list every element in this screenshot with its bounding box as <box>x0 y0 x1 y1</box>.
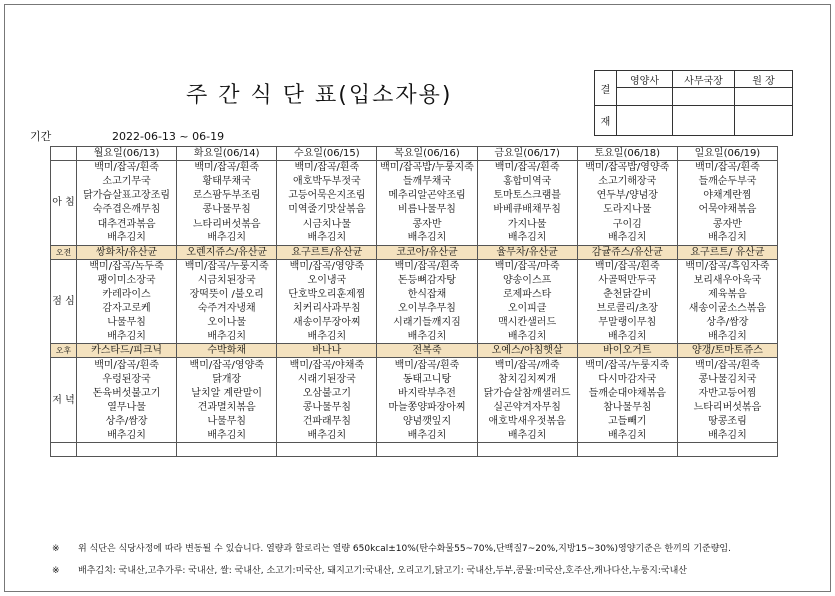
lunch-item-mon: 백미/잡곡/녹두죽 <box>77 259 177 273</box>
breakfast-item-mon: 백미/잡곡/흰죽 <box>77 161 177 175</box>
lunch-item-wed: 오이냉국 <box>277 273 377 287</box>
dinner-item-wed: 시래기된장국 <box>277 372 377 386</box>
lunch-row <box>51 273 778 287</box>
breakfast-row <box>51 189 778 203</box>
dinner-item-wed: 백미/잡곡/야채죽 <box>277 358 377 372</box>
breakfast-item-tue: 황태무채국 <box>177 175 277 189</box>
breakfast-item-sat: 소고기해장국 <box>577 175 677 189</box>
lunch-item-mon: 감자고로케 <box>77 302 177 316</box>
lunch-item-fri: 양송이스프 <box>477 273 577 287</box>
dinner-item-sat: 들깨순대야채볶음 <box>577 386 677 400</box>
lunch-item-fri: 백미/잡곡/마죽 <box>477 259 577 273</box>
lunch-item-wed: 배추김치 <box>277 330 377 344</box>
dinner-item-sat: 고들빼기 <box>577 414 677 428</box>
approval-gyeol-label: 결 <box>595 71 617 106</box>
dinner-item-sun: 백미/잡곡/흰죽 <box>677 358 777 372</box>
morning_snack-item-sun: 요구르트/ 유산균 <box>677 245 777 259</box>
empty-cell <box>477 442 577 456</box>
note-mark-1: ※ <box>52 544 60 554</box>
breakfast-item-sat: 도라지나물 <box>577 203 677 217</box>
afternoon_snack-item-sat: 바이오거트 <box>577 344 677 358</box>
lunch-row <box>51 330 778 344</box>
morning_snack-item-sat: 감귤쥬스/유산균 <box>577 245 677 259</box>
dinner-item-sun: 배추김치 <box>677 428 777 442</box>
approval-sign-2-director <box>735 106 793 136</box>
day-header-sun: 일요일(06/19) <box>677 147 777 161</box>
empty-cell <box>377 442 477 456</box>
breakfast-item-mon: 소고기무국 <box>77 175 177 189</box>
lunch-item-sat: 배추김치 <box>577 330 677 344</box>
note-mark-2: ※ <box>52 566 60 576</box>
dinner-row <box>51 358 778 372</box>
breakfast-item-fri: 백미/잡곡/흰죽 <box>477 161 577 175</box>
afternoon_snack-item-sun: 양갱/토마토쥬스 <box>677 344 777 358</box>
dinner-item-sun: 자반고등어찜 <box>677 386 777 400</box>
lunch-item-tue: 배추김치 <box>177 330 277 344</box>
breakfast-item-sat: 구이김 <box>577 217 677 231</box>
breakfast-item-wed: 배추김치 <box>277 231 377 245</box>
lunch-item-thu: 한식잡채 <box>377 287 477 301</box>
breakfast-item-wed: 시금치나물 <box>277 217 377 231</box>
morning_snack-label: 오전 <box>51 245 77 259</box>
breakfast-item-thu: 백미/잡곡밥/누룽지죽 <box>377 161 477 175</box>
approval-header-director: 원 장 <box>735 71 793 88</box>
dinner-item-thu: 배추김치 <box>377 428 477 442</box>
dinner-item-fri: 배추김치 <box>477 428 577 442</box>
lunch-item-sun: 새송이굴소스볶음 <box>677 302 777 316</box>
lunch-row <box>51 287 778 301</box>
breakfast-row <box>51 161 778 175</box>
lunch-label: 점 심 <box>51 259 77 344</box>
lunch-item-thu: 돈등뼈감자탕 <box>377 273 477 287</box>
breakfast-item-sun: 배추김치 <box>677 231 777 245</box>
dinner-item-sat: 배추김치 <box>577 428 677 442</box>
lunch-item-wed: 백미/잡곡/영양죽 <box>277 259 377 273</box>
approval-sign-manager <box>673 88 735 106</box>
approval-jae-label: 재 <box>595 106 617 136</box>
approval-sign-2-dietitian <box>617 106 673 136</box>
approval-sign-director <box>735 88 793 106</box>
dinner-item-sun: 땅콩조림 <box>677 414 777 428</box>
breakfast-item-fri: 홍합미역국 <box>477 175 577 189</box>
dinner-item-fri: 애호박새우젓볶음 <box>477 414 577 428</box>
dinner-row <box>51 386 778 400</box>
note-text-2: 배추김치: 국내산,고추가루: 국내산, 쌀: 국내산, 소고기:미국산, 돼지고기:국내산, 오리고기,닭고기: 국내산,두부,콩물:미국산,호주산,캐나다산,누룽지:국내산 <box>78 566 687 576</box>
breakfast-item-thu: 들깨무채국 <box>377 175 477 189</box>
day-header-thu: 목요일(06/16) <box>377 147 477 161</box>
approval-box <box>594 70 793 136</box>
breakfast-item-mon: 닭가슴살표고장조림 <box>77 189 177 203</box>
dinner-item-tue: 백미/잡곡/영양죽 <box>177 358 277 372</box>
breakfast-row <box>51 203 778 217</box>
period <box>30 128 224 144</box>
afternoon_snack-row <box>51 344 778 358</box>
breakfast-item-tue: 배추김치 <box>177 231 277 245</box>
breakfast-item-sat: 연두부/양념장 <box>577 189 677 203</box>
breakfast-item-thu: 배추김치 <box>377 231 477 245</box>
breakfast-item-fri: 배추김치 <box>477 231 577 245</box>
corner-cell <box>51 147 77 161</box>
breakfast-row <box>51 217 778 231</box>
lunch-item-fri: 배추김치 <box>477 330 577 344</box>
dinner-item-thu: 바지락부추전 <box>377 386 477 400</box>
dinner-item-thu: 동태고니탕 <box>377 372 477 386</box>
breakfast-item-fri: 바베큐배채무침 <box>477 203 577 217</box>
breakfast-item-mon: 배추김치 <box>77 231 177 245</box>
lunch-item-fri: 로제파스타 <box>477 287 577 301</box>
empty-cell <box>51 442 77 456</box>
lunch-row <box>51 259 778 273</box>
lunch-item-thu: 오이부추무침 <box>377 302 477 316</box>
note-line-1 <box>52 541 731 554</box>
dinner-item-mon: 우렁된장국 <box>77 372 177 386</box>
breakfast-item-mon: 대추견과볶음 <box>77 217 177 231</box>
breakfast-item-tue: 로스팜두부조림 <box>177 189 277 203</box>
afternoon_snack-item-tue: 수박화채 <box>177 344 277 358</box>
lunch-item-mon: 나물무침 <box>77 316 177 330</box>
day-header-sat: 토요일(06/18) <box>577 147 677 161</box>
dinner-item-fri: 참치김치찌개 <box>477 372 577 386</box>
dinner-item-sat: 다시마감자국 <box>577 372 677 386</box>
breakfast-item-wed: 백미/잡곡/흰죽 <box>277 161 377 175</box>
lunch-row <box>51 316 778 330</box>
empty-cell <box>177 442 277 456</box>
dinner-item-sat: 참나물무침 <box>577 400 677 414</box>
empty-cell <box>77 442 177 456</box>
lunch-item-wed: 새송이무장아찌 <box>277 316 377 330</box>
dinner-item-thu: 양념깻잎지 <box>377 414 477 428</box>
breakfast-item-wed: 애호박두부젓국 <box>277 175 377 189</box>
lunch-item-sun: 상추/쌈장 <box>677 316 777 330</box>
day-header-mon: 월요일(06/13) <box>77 147 177 161</box>
dinner-item-sun: 콩나물김치국 <box>677 372 777 386</box>
morning_snack-row <box>51 245 778 259</box>
afternoon_snack-item-mon: 카스타드/피크닉 <box>77 344 177 358</box>
breakfast-item-sun: 야채계란찜 <box>677 189 777 203</box>
lunch-item-thu: 백미/잡곡/흰죽 <box>377 259 477 273</box>
empty-cell <box>577 442 677 456</box>
breakfast-item-fri: 토마토스크램블 <box>477 189 577 203</box>
breakfast-item-sun: 백미/잡곡/흰죽 <box>677 161 777 175</box>
dinner-row <box>51 414 778 428</box>
breakfast-item-mon: 숙주겹은깨무침 <box>77 203 177 217</box>
empty-cell <box>677 442 777 456</box>
dinner-item-fri: 실곤약겨자무침 <box>477 400 577 414</box>
breakfast-item-thu: 콩자반 <box>377 217 477 231</box>
period-value: 2022-06-13 ~ 06-19 <box>112 130 225 143</box>
morning_snack-item-tue: 오렌지쥬스/유산균 <box>177 245 277 259</box>
dinner-row <box>51 372 778 386</box>
breakfast-item-thu: 비름나물무침 <box>377 203 477 217</box>
lunch-item-thu: 시래기들깨지짐 <box>377 316 477 330</box>
lunch-item-sat: 사골떡만두국 <box>577 273 677 287</box>
empty-row <box>51 442 778 456</box>
dinner-item-wed: 오삼불고기 <box>277 386 377 400</box>
lunch-item-mon: 배추김치 <box>77 330 177 344</box>
breakfast-item-wed: 고등어묵은지조림 <box>277 189 377 203</box>
dinner-item-mon: 돈육버섯불고기 <box>77 386 177 400</box>
dinner-row <box>51 428 778 442</box>
note-text-1: 위 식단은 식당사정에 따라 변동될 수 있습니다. 열량과 할로리는 열량 650kcal±10%(탄수화물55~70%,단백질7~20%,지방15~30%)영양기준은 한끼의 기준량임. <box>78 544 731 554</box>
approval-sign-dietitian <box>617 88 673 106</box>
lunch-item-sat: 무말랭이무침 <box>577 316 677 330</box>
breakfast-row <box>51 231 778 245</box>
lunch-item-thu: 배추김치 <box>377 330 477 344</box>
dinner-item-sun: 느타리버섯볶음 <box>677 400 777 414</box>
lunch-item-fri: 맥시칸샐러드 <box>477 316 577 330</box>
dinner-item-sat: 백미/잡곡/누룽지죽 <box>577 358 677 372</box>
dinner-item-thu: 마늘쫑양파장아찌 <box>377 400 477 414</box>
afternoon_snack-label: 오후 <box>51 344 77 358</box>
lunch-item-tue: 숙주겨자냉채 <box>177 302 277 316</box>
breakfast-item-sat: 백미/잡곡밥/영양죽 <box>577 161 677 175</box>
lunch-item-sun: 제육볶음 <box>677 287 777 301</box>
dinner-item-mon: 상추/쌈장 <box>77 414 177 428</box>
lunch-item-sat: 브로콜리/초장 <box>577 302 677 316</box>
lunch-item-mon: 팽이미소장국 <box>77 273 177 287</box>
dinner-item-tue: 닭개장 <box>177 372 277 386</box>
breakfast-item-thu: 메추리알곤약조림 <box>377 189 477 203</box>
breakfast-item-sun: 들깨순두부국 <box>677 175 777 189</box>
lunch-item-tue: 오이나물 <box>177 316 277 330</box>
breakfast-item-sun: 어묵야채볶음 <box>677 203 777 217</box>
page-title: 주 간 식 단 표(입소자용) <box>186 83 453 108</box>
breakfast-item-tue: 백미/잡곡/흰죽 <box>177 161 277 175</box>
breakfast-item-tue: 콩나물무침 <box>177 203 277 217</box>
lunch-item-sun: 보리새우아욱국 <box>677 273 777 287</box>
breakfast-item-tue: 느타리버섯볶음 <box>177 217 277 231</box>
dinner-item-tue: 나물무침 <box>177 414 277 428</box>
dinner-item-mon: 백미/잡곡/흰죽 <box>77 358 177 372</box>
dinner-item-thu: 백미/잡곡/흰죽 <box>377 358 477 372</box>
lunch-item-wed: 단호박오리훈제찜 <box>277 287 377 301</box>
dinner-item-mon: 배추김치 <box>77 428 177 442</box>
breakfast-item-fri: 가지나물 <box>477 217 577 231</box>
lunch-item-fri: 오이피클 <box>477 302 577 316</box>
approval-header-dietitian: 영양사 <box>617 71 673 88</box>
morning_snack-item-wed: 요구르트/유산균 <box>277 245 377 259</box>
dinner-item-fri: 닭가슴살참깨샐러드 <box>477 386 577 400</box>
menu-table <box>50 146 778 457</box>
lunch-item-wed: 치커리사과무침 <box>277 302 377 316</box>
lunch-row <box>51 302 778 316</box>
day-header-wed: 수요일(06/15) <box>277 147 377 161</box>
dinner-item-tue: 날치알 계란말이 <box>177 386 277 400</box>
lunch-item-mon: 카레라이스 <box>77 287 177 301</box>
lunch-item-sat: 백미/잡곡/흰죽 <box>577 259 677 273</box>
dinner-row <box>51 400 778 414</box>
morning_snack-item-thu: 코코아/유산균 <box>377 245 477 259</box>
approval-sign-2-manager <box>673 106 735 136</box>
morning_snack-item-fri: 율무차/유산균 <box>477 245 577 259</box>
lunch-item-sun: 배추김치 <box>677 330 777 344</box>
note-line-2 <box>52 563 687 576</box>
lunch-item-sun: 백미/잡곡/흑임자죽 <box>677 259 777 273</box>
morning_snack-item-mon: 쌍화차/유산균 <box>77 245 177 259</box>
afternoon_snack-item-thu: 전복죽 <box>377 344 477 358</box>
dinner-item-wed: 배추김치 <box>277 428 377 442</box>
dinner-label: 저 녁 <box>51 358 77 443</box>
dinner-item-tue: 배추김치 <box>177 428 277 442</box>
afternoon_snack-item-wed: 바나나 <box>277 344 377 358</box>
day-header-fri: 금요일(06/17) <box>477 147 577 161</box>
breakfast-item-sat: 배추김치 <box>577 231 677 245</box>
afternoon_snack-item-fri: 오예스/아침햇살 <box>477 344 577 358</box>
dinner-item-wed: 건파래무침 <box>277 414 377 428</box>
lunch-item-tue: 시금치된장국 <box>177 273 277 287</box>
dinner-item-wed: 콩나물무침 <box>277 400 377 414</box>
breakfast-label: 아 침 <box>51 161 77 246</box>
lunch-item-tue: 장떡뜻이 /불오리 <box>177 287 277 301</box>
dinner-item-mon: 열무나물 <box>77 400 177 414</box>
lunch-item-tue: 백미/잡곡/누룽지죽 <box>177 259 277 273</box>
breakfast-item-sun: 콩자반 <box>677 217 777 231</box>
dinner-item-fri: 백미/잡곡/깨죽 <box>477 358 577 372</box>
period-label: 기간 <box>30 130 52 143</box>
breakfast-item-wed: 미역줄기맛살볶음 <box>277 203 377 217</box>
empty-cell <box>277 442 377 456</box>
lunch-item-sat: 춘천닭갈비 <box>577 287 677 301</box>
breakfast-row <box>51 175 778 189</box>
approval-header-manager: 사무국장 <box>673 71 735 88</box>
day-header-tue: 화요일(06/14) <box>177 147 277 161</box>
dinner-item-tue: 견과멸치볶음 <box>177 400 277 414</box>
